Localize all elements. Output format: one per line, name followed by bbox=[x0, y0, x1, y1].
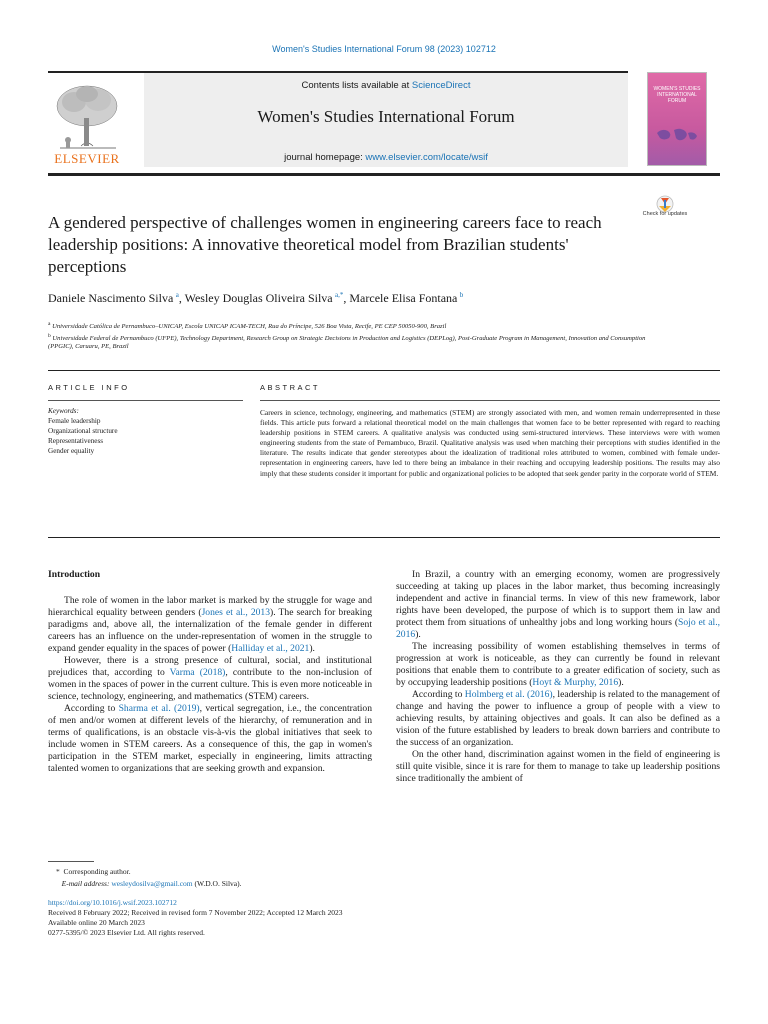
citation-link[interactable]: Sojo et al., 2016 bbox=[396, 617, 720, 640]
body-paragraph: On the other hand, discrimination against women in the field of engineering is still quite visible, since it is rare for them to manage to take up leadership positions since traditionally the ambient of bbox=[396, 749, 720, 784]
email-line: E-mail address: wesleydosilva@gmail.com (W.D.O. Silva). bbox=[61, 879, 242, 888]
body-paragraph: In Brazil, a country with an emerging economy, women are progressively succeeding at taking up places in the labor market, thus becoming increasingly independent and active in financial terms. In view of this new framework, labor rights have been developed, the purpose of which is to support them in law and protect them from situations of unhealthy jobs and long working hours (Sojo et al., 2016). bbox=[396, 569, 720, 640]
journal-homepage-line bbox=[144, 152, 628, 163]
abstract-text: Careers in science, technology, engineering, and mathematics (STEM) are strongly associated with men, and women remain underrepresented in these fields. This article puts forward a relational theoretical model on the main challenges that women face to be better represented with regard to reaching leadership positions in STEM careers. A qualitative analysis was conducted using semi-structured interviews. These interviews were with women engineering students from the state of Pernambuco, Brazil. Qualitative analysis was used when matching their perceptions with studies identified in the literature. The results indicate that gender stereotypes about the idealization of traditional roles attributed to women, combined with female under-representation in engineering careers, have led to there being an imbalance in their reaching and occupying leadership positions. The results may also imply that these students consider it important for public and organizational policies to be adopted that seek gender parity in the corporate world of STEM. bbox=[260, 408, 720, 478]
body-column-right bbox=[396, 569, 720, 785]
available-online-date: Available online 20 March 2023 bbox=[48, 918, 145, 927]
article-info-heading: ARTICLE INFO bbox=[48, 383, 130, 392]
journal-cover-thumbnail[interactable] bbox=[647, 72, 707, 166]
cover-title: WOMEN'S STUDIES INTERNATIONAL FORUM bbox=[653, 86, 701, 104]
affiliation bbox=[48, 320, 668, 332]
body-paragraph: The role of women in the labor market is marked by the struggle for wage and hierarchical equality between genders (Jones et al., 2013). The search for breaking paradigms and, above all, the internalization of the female gender in different careers has an influence on the under-representation of women in the struggle to expand gender equality in the spaces of power (Halliday et al., 2021). bbox=[48, 595, 372, 654]
body-top-rule bbox=[48, 537, 720, 538]
author-name[interactable]: Marcele Elisa Fontana bbox=[349, 291, 458, 305]
affiliation-text: Universidade Federal de Pernambuco (UFPE), Technology Department, Research Group on Strategic Decisions in Production and Logistics (DEPLog), Post-Graduate Program in Management, Innovation and Consumption (PPGIC), Caruaru, PE, Brazil bbox=[48, 334, 646, 351]
abstract-subrule bbox=[260, 400, 720, 401]
received-dates: Received 8 February 2022; Received in revised form 7 November 2022; Accepted 12 March 2023 bbox=[48, 908, 343, 917]
author-list: Daniele Nascimento Silva $^a$, Wesley Douglas Oliveira Silva $^{a,*}$, Marcele Elisa Fontana $^b$ bbox=[48, 291, 464, 305]
body-paragraph: The increasing possibility of women establishing themselves in terms of progression at work is noticeable, as they can currently be found in relevant positions that enable them to contribute to a greater edification of society, such as by occupying leadership positions (Hoyt & Murphy, 2016). bbox=[396, 641, 720, 688]
keyword[interactable]: Female leadership bbox=[48, 417, 101, 425]
header-bottom-rule bbox=[48, 173, 720, 176]
body-paragraph: According to Holmberg et al. (2016), leadership is related to the management of change and having the power to influence a group of people with a view to achieving results, by attaining objectives and goals. It can also be defined as a vision of the future established by leaders to break down barriers and contribute to the success of an organization. bbox=[396, 689, 720, 748]
publication-footer bbox=[48, 898, 343, 938]
contents-lists-line bbox=[144, 80, 628, 91]
corresponding-author-footnote bbox=[56, 866, 242, 890]
corresponding-author-line: * Corresponding author. bbox=[56, 867, 131, 876]
author-name[interactable]: Wesley Douglas Oliveira Silva bbox=[184, 291, 333, 305]
citation-link[interactable]: Jones et al., 2013 bbox=[201, 607, 271, 618]
email-label: E-mail address: bbox=[61, 879, 110, 888]
homepage-prefix: journal homepage: bbox=[284, 152, 366, 163]
abstract-heading: ABSTRACT bbox=[260, 383, 321, 392]
keywords-label: Keywords: bbox=[48, 407, 79, 415]
journal-citation-link[interactable]: Women's Studies International Forum 98 (2023) 102712 bbox=[272, 44, 496, 54]
doi-link[interactable]: https://doi.org/10.1016/j.wsif.2023.102712 bbox=[48, 898, 177, 907]
body-column-left bbox=[48, 569, 372, 775]
citation-link[interactable]: Holmberg et al. (2016) bbox=[464, 689, 553, 700]
body-paragraph: However, there is a strong presence of cultural, social, and institutional prejudices that, according to Varma (2018), contribute to the non-inclusion of women in the spaces of power in the current culture. This is even more noticeable in science, technology, engineering, and mathematics (STEM) careers. bbox=[48, 655, 372, 702]
article-info-subrule bbox=[48, 400, 243, 401]
cover-world-map-icon bbox=[654, 125, 700, 147]
author-affil-marker[interactable]: a bbox=[175, 291, 179, 299]
affiliations bbox=[48, 320, 668, 352]
affiliation-text: Universidade Católica de Pernambuco–UNICAP, Escola UNICAP ICAM-TECH, Rua do Príncipe, 526 Boa Vista, Recife, PE CEP 50050-900, Brazil bbox=[52, 323, 447, 331]
contents-prefix: Contents lists available at bbox=[301, 80, 412, 91]
footnote-rule bbox=[48, 861, 94, 862]
affiliation-marker: b bbox=[48, 332, 51, 339]
keyword[interactable]: Organizational structure bbox=[48, 427, 118, 435]
email-link[interactable]: wesleydosilva@gmail.com bbox=[111, 879, 193, 888]
check-for-updates-label: Check for updates bbox=[642, 211, 688, 217]
affiliation bbox=[48, 332, 668, 352]
article-info-rule bbox=[48, 370, 720, 371]
sciencedirect-link[interactable]: ScienceDirect bbox=[411, 80, 471, 91]
affiliation-marker: a bbox=[48, 321, 51, 327]
citation-link[interactable]: Hoyt & Murphy, 2016 bbox=[532, 677, 619, 688]
journal-title: Women's Studies International Forum bbox=[257, 107, 515, 126]
author-affil-marker[interactable]: a,* bbox=[335, 291, 344, 299]
citation-link[interactable]: Varma (2018) bbox=[169, 667, 226, 678]
keyword[interactable]: Representativeness bbox=[48, 437, 104, 445]
author-affil-marker[interactable]: b bbox=[459, 291, 464, 299]
author-name[interactable]: Daniele Nascimento Silva bbox=[48, 291, 174, 305]
article-title: A gendered perspective of challenges women in engineering careers face to reach leadership positions: A innovative theoretical model from Brazilian students' perceptions bbox=[48, 213, 602, 276]
keyword[interactable]: Gender equality bbox=[48, 447, 95, 455]
copyright-notice: 0277-5395/© 2023 Elsevier Ltd. All rights reserved. bbox=[48, 928, 205, 937]
keywords-block bbox=[48, 406, 118, 456]
publisher-wordmark: ELSEVIER bbox=[54, 151, 120, 166]
citation-link[interactable]: Sharma et al. (2019) bbox=[118, 703, 200, 714]
body-paragraph: According to Sharma et al. (2019), vertical segregation, i.e., the concentration of men and/or women at different levels of the hierarchy, of remuneration and in terms of qualifications, is an obstacle vis-à-vis the global initiatives that seek to include women in STEM careers. As a consequence of this, the gap in women's participation in the STEM market, especially in engineering, limits attracting talented women to organizations that are seeking growth and expansion. bbox=[48, 703, 373, 774]
journal-homepage-link[interactable]: www.elsevier.com/locate/wsif bbox=[365, 152, 488, 163]
citation-link[interactable]: Halliday et al., 2021 bbox=[231, 643, 310, 654]
section-heading-introduction: Introduction bbox=[48, 569, 101, 580]
